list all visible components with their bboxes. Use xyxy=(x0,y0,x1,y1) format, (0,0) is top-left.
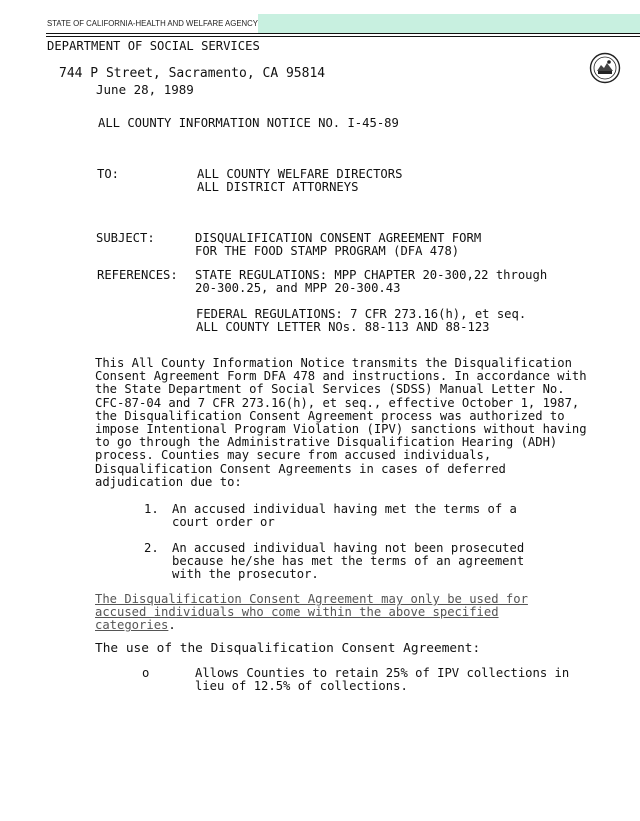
notice-date: June 28, 1989 xyxy=(96,82,194,97)
underlined-note xyxy=(95,593,545,633)
agency-banner-green xyxy=(258,14,640,34)
bullet-line-2: lieu of 12.5% of collections. xyxy=(195,679,408,693)
list-item-number: 2. xyxy=(144,541,159,555)
header-rule-bottom xyxy=(46,36,640,37)
subject-line-1: DISQUALIFICATION CONSENT AGREEMENT FORM xyxy=(195,231,482,245)
state-regulations-line-2: 20-300.25, and MPP 20-300.43 xyxy=(195,281,401,295)
to-label: TO: xyxy=(97,167,120,181)
list-item-2-line-3: with the prosecutor. xyxy=(172,567,319,581)
state-regulations-line-1: STATE REGULATIONS: MPP CHAPTER 20-300,22 through xyxy=(195,268,548,282)
state-seal-icon xyxy=(589,52,621,84)
to-line-2: ALL DISTRICT ATTORNEYS xyxy=(197,180,359,194)
bullet-line-1: Allows Counties to retain 25% of IPV collections in xyxy=(195,666,570,680)
list-item-1-line-1: An accused individual having met the terms of a xyxy=(172,502,517,516)
department-name: DEPARTMENT OF SOCIAL SERVICES xyxy=(47,39,260,53)
federal-regulations-line-1: FEDERAL REGULATIONS: 7 CFR 273.16(h), et seq. xyxy=(196,307,527,321)
list-item-number: 1. xyxy=(144,502,159,516)
to-line-1: ALL COUNTY WELFARE DIRECTORS xyxy=(197,167,403,181)
list-item-2-line-2: because he/she has met the terms of an agreement xyxy=(172,554,525,568)
body-paragraph: This All County Information Notice transmits the Disqualification Consent Agreement Form DFA 478 and instructions. In accordance with the State Department of Social Services (SDSS) Manual Letter No. CFC-87-04 and 7 CFR 273.16(h), et seq., effective October 1, 1987, the Disqualification Consent Agreement process was authorized to impose Intentional Program Violation (IPV) sanctions without having to go through the Administrative Disqualification Hearing (ADH) process. Counties may secure from accused individuals, Disqualification Consent Agreements in cases of deferred adjudication due to: xyxy=(95,356,587,489)
use-heading: The use of the Disqualification Consent Agreement: xyxy=(95,641,481,656)
federal-regulations-line-2: ALL COUNTY LETTER NOs. 88-113 AND 88-123 xyxy=(196,320,490,334)
address: 744 P Street, Sacramento, CA 95814 xyxy=(59,66,326,81)
references-label: REFERENCES: xyxy=(97,268,178,282)
list-item-2-line-1: An accused individual having not been prosecuted xyxy=(172,541,525,555)
underlined-note-text: The Disqualification Consent Agreement may only be used for accused individuals who come within the above specified categories xyxy=(95,592,528,633)
agency-name: STATE OF CALIFORNIA-HEALTH AND WELFARE AGENCY xyxy=(47,19,258,28)
header-rule-top xyxy=(46,33,640,34)
underlined-note-period: . xyxy=(168,618,176,633)
list-item-1-line-2: court order or xyxy=(172,515,275,529)
subject-line-2: FOR THE FOOD STAMP PROGRAM (DFA 478) xyxy=(195,244,460,258)
agency-banner xyxy=(0,14,640,34)
notice-title: ALL COUNTY INFORMATION NOTICE NO. I-45-89 xyxy=(98,116,399,130)
subject-label: SUBJECT: xyxy=(96,231,155,245)
bullet-marker: o xyxy=(142,666,150,680)
